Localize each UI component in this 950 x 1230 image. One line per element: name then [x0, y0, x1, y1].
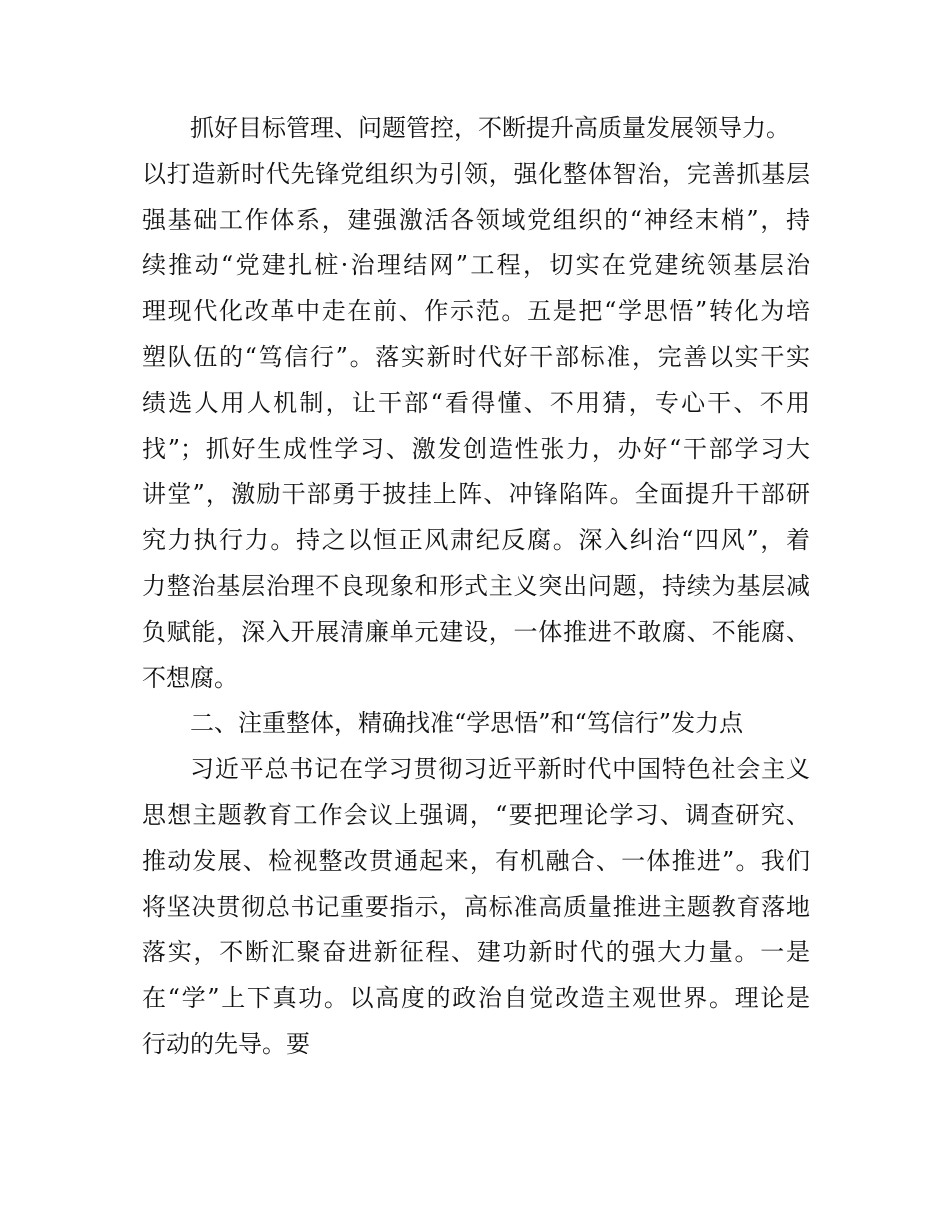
text-line: 行动的先导。要 [142, 1029, 310, 1058]
text-line: 抓好目标管理、问题管控，不断提升高质量发展领导力。 [190, 114, 790, 142]
text-line: 落实，不断汇聚奋进新征程、建功新时代的强大力量。一是 [142, 938, 810, 967]
section-heading: 二、注重整体，精确找准“学思悟”和“笃信行”发力点 [190, 709, 744, 738]
section-heading-two [142, 701, 810, 747]
text-line: 负赋能，深入开展清廉单元建设，一体推进不敢腐、不能腐、 [142, 617, 810, 646]
text-line: 以打造新时代先锋党组织为引领，强化整体智治，完善抓基层 [142, 159, 810, 188]
text-line: 找”；抓好生成性学习、激发创造性张力，办好“干部学习大 [142, 434, 810, 463]
text-line: 续推动“党建扎桩·治理结网”工程，切实在党建统领基层治 [142, 251, 810, 280]
text-line: 在“学”上下真功。以高度的政治自觉改造主观世界。理论是 [142, 984, 810, 1013]
text-line: 讲堂”，激励干部勇于披挂上阵、冲锋陷阵。全面提升干部研 [142, 480, 810, 509]
text-line: 习近平总书记在学习贯彻习近平新时代中国特色社会主义 [190, 755, 810, 784]
text-line: 将坚决贯彻总书记重要指示，高标准高质量推进主题教育落地 [142, 892, 810, 921]
paragraph-leadership [142, 106, 810, 701]
text-line: 强基础工作体系，建强激活各领域党组织的“神经末梢”，持 [142, 205, 810, 234]
text-line: 究力执行力。持之以恒正风肃纪反腐。深入纠治“四风”，着 [142, 526, 810, 555]
text-line: 推动发展、检视整改贯通起来，有机融合、一体推进”。我们 [142, 846, 810, 875]
paragraph-speech [142, 747, 810, 1068]
document-body [142, 106, 810, 1068]
text-line: 思想主题教育工作会议上强调，“要把理论学习、调查研究、 [142, 800, 810, 829]
text-line: 绩选人用人机制，让干部“看得懂、不用猜，专心干、不用 [142, 388, 810, 417]
text-line: 力整治基层治理不良现象和形式主义突出问题，持续为基层减 [142, 571, 810, 600]
text-line: 理现代化改革中走在前、作示范。五是把“学思悟”转化为培 [142, 297, 810, 326]
text-line: 塑队伍的“笃信行”。落实新时代好干部标准，完善以实干实 [142, 342, 810, 371]
text-line: 不想腐。 [142, 663, 238, 692]
